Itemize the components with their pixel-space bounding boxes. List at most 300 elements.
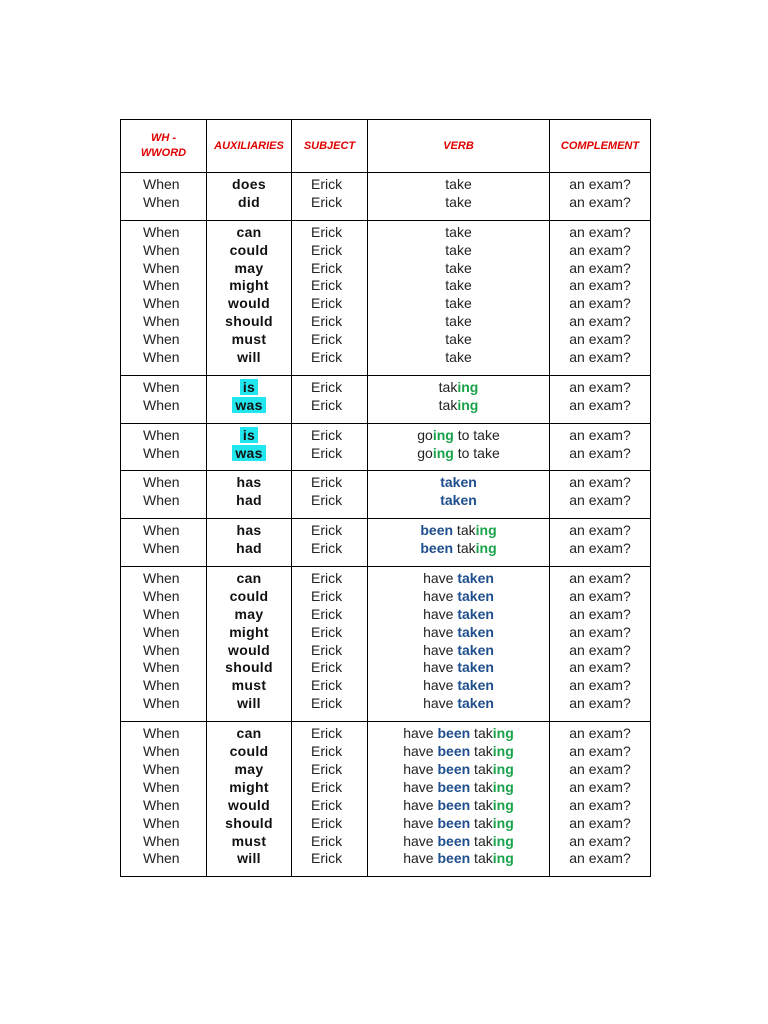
subject: Erick: [311, 623, 343, 640]
verb-segment: tak: [470, 760, 493, 777]
verb-segment: take: [445, 349, 472, 366]
verb-segment: been: [437, 725, 471, 742]
auxiliary-line: [207, 761, 291, 779]
auxiliary-word: can: [236, 223, 262, 240]
wh-word: When: [143, 587, 180, 604]
complement: an exam?: [569, 277, 631, 294]
verb-segment: been: [437, 832, 471, 849]
verb-phrase: [368, 522, 549, 540]
subject: Erick: [311, 241, 343, 258]
header-complement: COMPLEMENT: [550, 120, 651, 173]
complement-cell: [550, 173, 651, 221]
auxiliary-word: was: [232, 445, 265, 461]
complement: an exam?: [569, 796, 631, 813]
verb-cell: [368, 471, 550, 519]
wh-word: When: [143, 259, 180, 276]
subject: Erick: [311, 378, 343, 395]
verb-segment: have: [423, 695, 458, 712]
verb-segment: taken: [440, 474, 477, 491]
auxiliary-word: must: [231, 331, 267, 348]
verb-phrase: [368, 224, 549, 242]
verb-cell: [368, 722, 550, 877]
verb-segment: have: [403, 778, 438, 795]
verb-segment: tak: [470, 814, 493, 831]
wh-word: When: [143, 695, 180, 712]
verb-phrase: [368, 445, 549, 463]
complement: an exam?: [569, 850, 631, 867]
complement: an exam?: [569, 396, 631, 413]
wh-word: When: [143, 778, 180, 795]
complement-cell: [550, 567, 651, 722]
verb-segment: tak: [453, 522, 476, 539]
auxiliary-line: [207, 397, 291, 415]
wh-word: When: [143, 623, 180, 640]
verb-segment: have: [423, 570, 458, 587]
verb-segment: have: [423, 677, 458, 694]
auxiliary-line: [207, 815, 291, 833]
auxiliary-word: has: [236, 474, 262, 491]
auxiliary-word: has: [236, 522, 262, 539]
wh-word: When: [143, 522, 180, 539]
complement: an exam?: [569, 743, 631, 760]
complement: an exam?: [569, 176, 631, 192]
verb-phrase: [368, 474, 549, 492]
auxiliary-line: [207, 570, 291, 588]
verb-phrase: [368, 331, 549, 349]
wh-word: When: [143, 659, 180, 676]
wh-word: When: [143, 570, 180, 587]
complement: an exam?: [569, 522, 631, 539]
wh-word-cell: [121, 471, 207, 519]
group-row: [121, 423, 651, 471]
subject-cell: [292, 423, 368, 471]
complement: an exam?: [569, 444, 631, 461]
verb-segment: been: [437, 796, 471, 813]
auxiliary-word: will: [237, 695, 261, 712]
subject: Erick: [311, 695, 343, 712]
subject: Erick: [311, 492, 343, 509]
complement: an exam?: [569, 778, 631, 795]
verb-segment: been: [437, 814, 471, 831]
verb-segment: tak: [438, 378, 458, 395]
complement-cell: [550, 722, 651, 877]
subject-cell: [292, 519, 368, 567]
auxiliary-line: [207, 588, 291, 606]
subject: Erick: [311, 832, 343, 849]
subject-cell: [292, 173, 368, 221]
auxiliary-word: may: [234, 760, 264, 777]
verb-segment: to take: [453, 444, 500, 461]
auxiliary-word: must: [231, 832, 267, 849]
wh-word: When: [143, 474, 180, 491]
verb-segment: ing: [492, 743, 514, 760]
auxiliary-line: [207, 522, 291, 540]
verb-phrase: [368, 606, 549, 624]
auxiliary-line: [207, 277, 291, 295]
verb-phrase: [368, 677, 549, 695]
verb-segment: been: [437, 778, 471, 795]
subject: Erick: [311, 474, 343, 491]
complement-cell: [550, 519, 651, 567]
verb-segment: take: [445, 331, 472, 348]
wh-word: When: [143, 349, 180, 366]
auxiliary-word: might: [229, 277, 269, 294]
verb-phrase: [368, 743, 549, 761]
verb-phrase: [368, 242, 549, 260]
verb-phrase: [368, 570, 549, 588]
auxiliary-word: was: [232, 397, 265, 413]
auxiliary-cell: [207, 567, 292, 722]
verb-phrase: [368, 349, 549, 367]
verb-segment: have: [403, 743, 438, 760]
auxiliary-word: would: [228, 641, 270, 658]
wh-word: When: [143, 426, 180, 443]
subject: Erick: [311, 796, 343, 813]
verb-segment: been: [437, 743, 471, 760]
subject-cell: [292, 471, 368, 519]
auxiliary-cell: [207, 471, 292, 519]
subject: Erick: [311, 850, 343, 867]
verb-cell: [368, 423, 550, 471]
verb-segment: been: [437, 850, 471, 867]
auxiliary-word: should: [225, 659, 273, 676]
wh-word: When: [143, 223, 180, 240]
subject: Erick: [311, 277, 343, 294]
auxiliary-line: [207, 659, 291, 677]
complement: an exam?: [569, 695, 631, 712]
complement: an exam?: [569, 587, 631, 604]
verb-phrase: [368, 295, 549, 313]
auxiliary-word: had: [236, 540, 262, 557]
auxiliary-line: [207, 492, 291, 510]
auxiliary-word: might: [229, 778, 269, 795]
auxiliary-line: [207, 743, 291, 761]
verb-segment: tak: [470, 850, 493, 867]
auxiliary-line: [207, 474, 291, 492]
auxiliary-line: [207, 833, 291, 851]
complement: an exam?: [569, 331, 631, 348]
verb-phrase: [368, 642, 549, 660]
wh-word: When: [143, 641, 180, 658]
verb-segment: have: [403, 760, 438, 777]
wh-word: When: [143, 378, 180, 395]
verb-segment: taken: [457, 677, 494, 694]
wh-word: When: [143, 540, 180, 557]
subject: Erick: [311, 587, 343, 604]
auxiliary-word: must: [231, 677, 267, 694]
wh-word: When: [143, 850, 180, 867]
complement: an exam?: [569, 241, 631, 258]
subject: Erick: [311, 223, 343, 240]
auxiliary-cell: [207, 220, 292, 375]
complement: an exam?: [569, 259, 631, 276]
wh-word: When: [143, 313, 180, 330]
verb-segment: ing: [492, 760, 514, 777]
header-verb: VERB: [368, 120, 550, 173]
wh-word: When: [143, 241, 180, 258]
complement: an exam?: [569, 725, 631, 742]
complement: an exam?: [569, 492, 631, 509]
auxiliary-cell: [207, 423, 292, 471]
auxiliary-line: [207, 779, 291, 797]
verb-segment: been: [420, 540, 454, 557]
verb-segment: tak: [470, 832, 493, 849]
wh-word-cell: [121, 722, 207, 877]
complement: an exam?: [569, 378, 631, 395]
wh-word: When: [143, 492, 180, 509]
complement: an exam?: [569, 605, 631, 622]
verb-segment: ing: [492, 778, 514, 795]
table-body: [121, 173, 651, 877]
subject: Erick: [311, 295, 343, 312]
subject: Erick: [311, 522, 343, 539]
verb-segment: take: [445, 193, 472, 210]
auxiliary-word: is: [240, 427, 258, 443]
grammar-table: [120, 119, 651, 877]
header-subject: SUBJECT: [292, 120, 368, 173]
verb-segment: taken: [457, 659, 494, 676]
header-row: [121, 120, 651, 173]
wh-word: When: [143, 832, 180, 849]
wh-word-cell: [121, 519, 207, 567]
wh-word: When: [143, 193, 180, 210]
wh-word: When: [143, 444, 180, 461]
auxiliary-line: [207, 224, 291, 242]
group-row: [121, 519, 651, 567]
auxiliary-line: [207, 540, 291, 558]
complement: an exam?: [569, 540, 631, 557]
verb-segment: have: [423, 641, 458, 658]
verb-segment: taken: [457, 587, 494, 604]
verb-segment: ing: [475, 522, 497, 539]
verb-phrase: [368, 624, 549, 642]
verb-cell: [368, 519, 550, 567]
auxiliary-line: [207, 850, 291, 868]
complement-cell: [550, 423, 651, 471]
wh-word: When: [143, 396, 180, 413]
verb-segment: taken: [457, 570, 494, 587]
auxiliary-line: [207, 349, 291, 367]
verb-segment: tak: [453, 540, 476, 557]
wh-word: When: [143, 725, 180, 742]
subject: Erick: [311, 725, 343, 742]
verb-phrase: [368, 194, 549, 212]
header-wh-word: WH - WWORD: [121, 120, 207, 173]
group-row: [121, 722, 651, 877]
verb-segment: take: [445, 259, 472, 276]
verb-segment: taken: [457, 641, 494, 658]
verb-segment: tak: [438, 396, 458, 413]
verb-phrase: [368, 588, 549, 606]
auxiliary-line: [207, 242, 291, 260]
verb-segment: tak: [470, 743, 493, 760]
verb-segment: ing: [492, 796, 514, 813]
verb-segment: taken: [440, 492, 477, 509]
verb-segment: go: [417, 444, 433, 461]
verb-segment: have: [403, 850, 438, 867]
verb-segment: ing: [457, 378, 479, 395]
subject: Erick: [311, 570, 343, 587]
verb-segment: ing: [492, 814, 514, 831]
group-row: [121, 220, 651, 375]
complement: an exam?: [569, 570, 631, 587]
auxiliary-line: [207, 642, 291, 660]
complement: an exam?: [569, 313, 631, 330]
verb-cell: [368, 220, 550, 375]
auxiliary-word: will: [237, 850, 261, 867]
verb-segment: ing: [492, 832, 514, 849]
complement: an exam?: [569, 474, 631, 491]
wh-word-cell: [121, 173, 207, 221]
wh-word: When: [143, 277, 180, 294]
auxiliary-cell: [207, 519, 292, 567]
verb-phrase: [368, 427, 549, 445]
complement: an exam?: [569, 193, 631, 210]
wh-word: When: [143, 605, 180, 622]
auxiliary-word: does: [232, 176, 266, 192]
verb-segment: have: [403, 814, 438, 831]
complement: an exam?: [569, 814, 631, 831]
auxiliary-word: did: [238, 193, 260, 210]
verb-phrase: [368, 833, 549, 851]
subject: Erick: [311, 659, 343, 676]
auxiliary-word: may: [234, 259, 264, 276]
verb-segment: been: [420, 522, 454, 539]
verb-segment: take: [445, 241, 472, 258]
verb-segment: taken: [457, 605, 494, 622]
auxiliary-cell: [207, 173, 292, 221]
auxiliary-cell: [207, 375, 292, 423]
verb-segment: take: [445, 277, 472, 294]
verb-segment: take: [445, 176, 472, 192]
subject: Erick: [311, 426, 343, 443]
wh-word: When: [143, 295, 180, 312]
verb-segment: have: [423, 587, 458, 604]
auxiliary-line: [207, 331, 291, 349]
subject: Erick: [311, 396, 343, 413]
auxiliary-line: [207, 797, 291, 815]
auxiliary-line: [207, 624, 291, 642]
subject: Erick: [311, 176, 343, 192]
verb-phrase: [368, 815, 549, 833]
subject-cell: [292, 567, 368, 722]
complement: an exam?: [569, 641, 631, 658]
complement: an exam?: [569, 426, 631, 443]
verb-segment: take: [445, 295, 472, 312]
subject: Erick: [311, 677, 343, 694]
verb-phrase: [368, 695, 549, 713]
auxiliary-cell: [207, 722, 292, 877]
auxiliary-line: [207, 725, 291, 743]
auxiliary-word: had: [236, 492, 262, 509]
auxiliary-word: can: [236, 570, 262, 587]
complement: an exam?: [569, 223, 631, 240]
subject: Erick: [311, 743, 343, 760]
verb-phrase: [368, 725, 549, 743]
verb-phrase: [368, 313, 549, 331]
subject: Erick: [311, 641, 343, 658]
verb-segment: ing: [492, 725, 514, 742]
verb-segment: ing: [432, 426, 454, 443]
complement: an exam?: [569, 832, 631, 849]
verb-phrase: [368, 797, 549, 815]
complement-cell: [550, 471, 651, 519]
verb-segment: have: [403, 832, 438, 849]
subject: Erick: [311, 444, 343, 461]
verb-segment: taken: [457, 695, 494, 712]
verb-segment: been: [437, 760, 471, 777]
auxiliary-line: [207, 176, 291, 194]
auxiliary-line: [207, 379, 291, 397]
verb-segment: have: [423, 605, 458, 622]
auxiliary-word: could: [229, 241, 269, 258]
verb-phrase: [368, 176, 549, 194]
verb-segment: taken: [457, 623, 494, 640]
group-row: [121, 471, 651, 519]
subject: Erick: [311, 605, 343, 622]
subject-cell: [292, 220, 368, 375]
auxiliary-line: [207, 677, 291, 695]
auxiliary-line: [207, 695, 291, 713]
verb-phrase: [368, 492, 549, 510]
complement: an exam?: [569, 760, 631, 777]
wh-word-cell: [121, 220, 207, 375]
auxiliary-word: should: [225, 313, 273, 330]
auxiliary-line: [207, 445, 291, 463]
verb-segment: have: [403, 796, 438, 813]
wh-word: When: [143, 331, 180, 348]
complement: an exam?: [569, 623, 631, 640]
auxiliary-word: is: [240, 379, 258, 395]
subject-cell: [292, 375, 368, 423]
subject: Erick: [311, 331, 343, 348]
auxiliary-word: might: [229, 623, 269, 640]
wh-word-cell: [121, 567, 207, 722]
subject: Erick: [311, 760, 343, 777]
auxiliary-word: could: [229, 587, 269, 604]
wh-word: When: [143, 677, 180, 694]
group-row: [121, 173, 651, 221]
verb-segment: tak: [470, 778, 493, 795]
complement: an exam?: [569, 295, 631, 312]
verb-segment: tak: [470, 796, 493, 813]
verb-phrase: [368, 659, 549, 677]
complement: an exam?: [569, 349, 631, 366]
verb-phrase: [368, 260, 549, 278]
subject: Erick: [311, 814, 343, 831]
verb-segment: have: [423, 659, 458, 676]
verb-segment: ing: [457, 396, 479, 413]
group-row: [121, 567, 651, 722]
wh-word: When: [143, 760, 180, 777]
wh-word: When: [143, 796, 180, 813]
complement: an exam?: [569, 659, 631, 676]
subject: Erick: [311, 349, 343, 366]
verb-segment: ing: [475, 540, 497, 557]
auxiliary-word: may: [234, 605, 264, 622]
auxiliary-word: should: [225, 814, 273, 831]
wh-word: When: [143, 743, 180, 760]
subject: Erick: [311, 259, 343, 276]
verb-phrase: [368, 277, 549, 295]
verb-segment: go: [417, 426, 433, 443]
complement: an exam?: [569, 677, 631, 694]
group-row: [121, 375, 651, 423]
wh-word-cell: [121, 423, 207, 471]
auxiliary-line: [207, 295, 291, 313]
verb-cell: [368, 173, 550, 221]
subject: Erick: [311, 778, 343, 795]
